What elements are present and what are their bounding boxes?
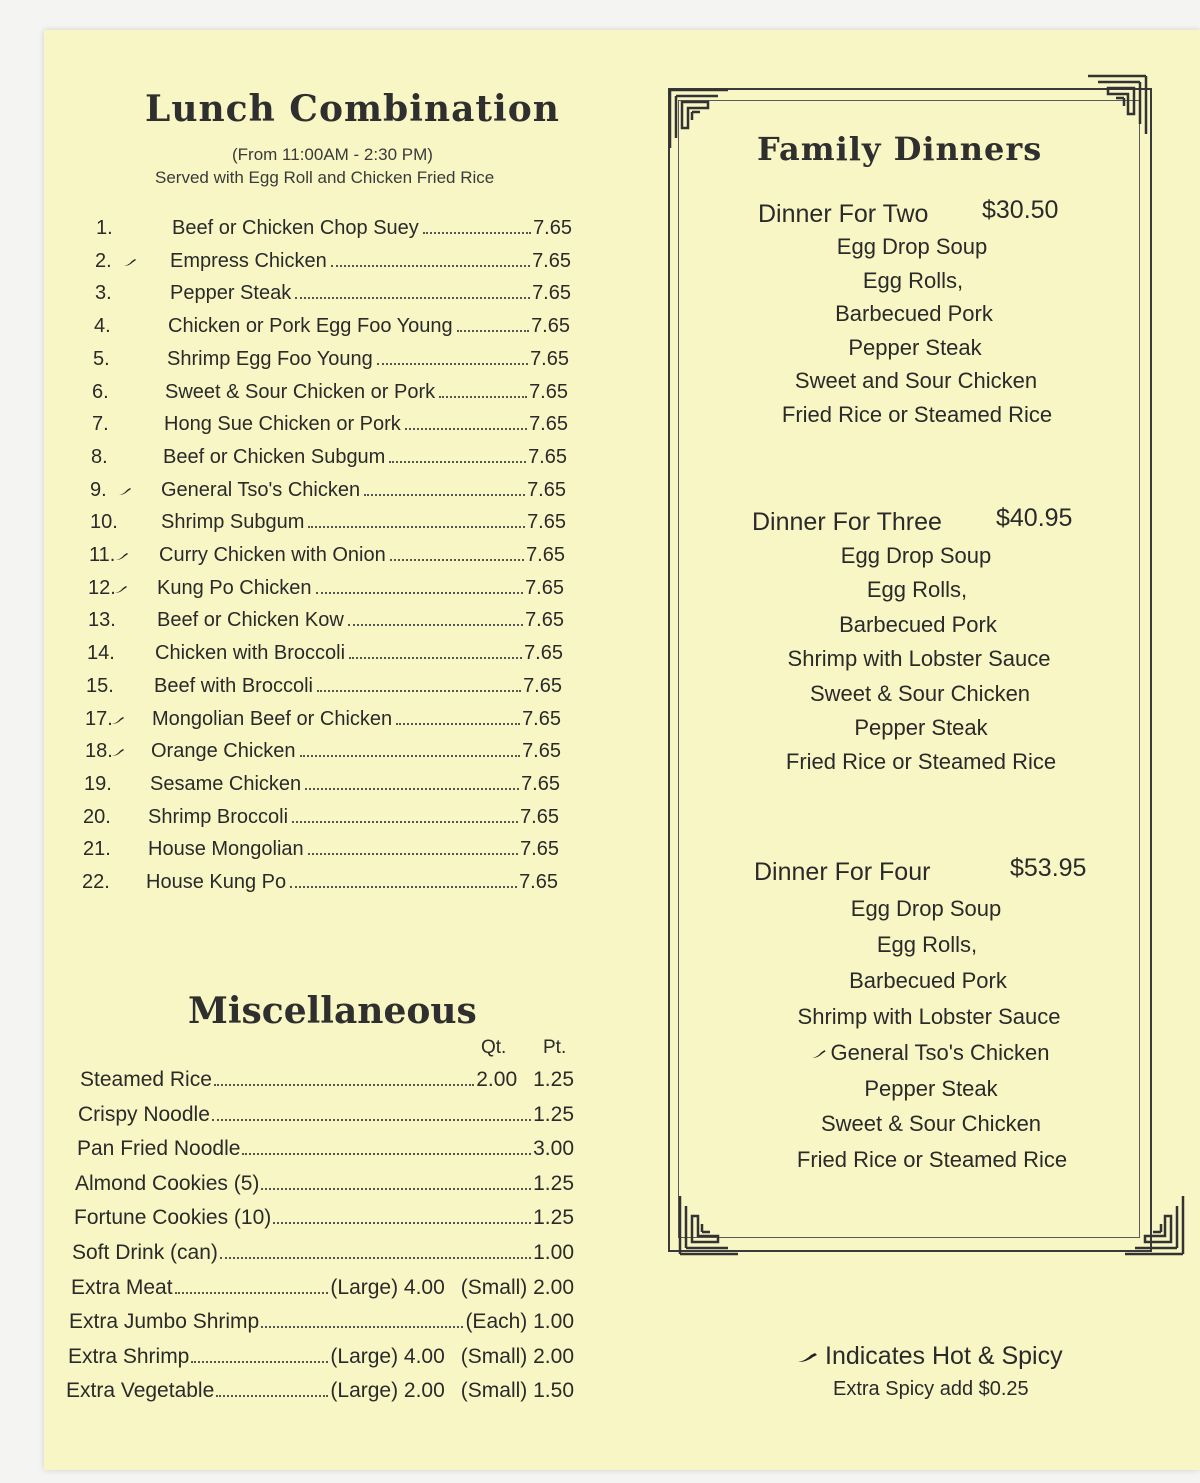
lunch-item-price: 7.65 bbox=[525, 609, 564, 632]
dinner-item-name: Fried Rice or Steamed Rice bbox=[796, 1147, 1068, 1173]
dinner-item-name: Shrimp with Lobster Sauce bbox=[797, 1003, 1061, 1029]
dot-leader bbox=[439, 396, 527, 398]
dot-leader bbox=[300, 755, 521, 757]
lunch-item bbox=[93, 348, 573, 374]
lunch-item-price: 7.65 bbox=[524, 642, 563, 665]
lunch-item-name: Curry Chicken with Onion bbox=[159, 544, 386, 566]
misc-item-name: Extra Vegetable bbox=[66, 1379, 215, 1403]
lunch-item-number: 19. bbox=[84, 772, 112, 795]
lunch-item bbox=[88, 577, 568, 603]
misc-item-value-1: (Large) 4.00 bbox=[330, 1275, 445, 1299]
dot-leader bbox=[290, 886, 517, 888]
dinner-item-name: Pepper Steak bbox=[854, 715, 988, 740]
dinner-item bbox=[741, 1076, 1121, 1102]
chili-pepper-icon bbox=[118, 487, 132, 496]
dinner-item-name: Pepper Steak bbox=[864, 1075, 998, 1101]
lunch-item-name: Beef or Chicken Kow bbox=[157, 609, 344, 632]
lunch-item-price: 7.65 bbox=[531, 315, 570, 338]
lunch-item-number: 9. bbox=[90, 478, 107, 501]
dot-leader bbox=[396, 723, 520, 725]
lunch-item-number: 13. bbox=[88, 609, 116, 632]
dot-leader bbox=[214, 1084, 474, 1086]
dinner-item bbox=[725, 335, 1105, 361]
lunch-item-number: 17. bbox=[85, 707, 113, 730]
family-title: Family Dinners bbox=[757, 130, 1043, 168]
lunch-item bbox=[85, 740, 565, 766]
dinner-item-name: Barbecued Pork bbox=[839, 611, 997, 637]
misc-item-name: Pan Fried Noodle bbox=[77, 1137, 241, 1161]
lunch-item-name: Orange Chicken bbox=[151, 740, 296, 763]
lunch-item-number: 12. bbox=[88, 576, 116, 599]
dinner-item-name: Barbecued Pork bbox=[835, 301, 993, 326]
chili-pepper-icon bbox=[810, 1049, 828, 1059]
dinner-item bbox=[731, 715, 1111, 741]
lunch-item-name: Shrimp Broccoli bbox=[148, 805, 289, 828]
lunch-item bbox=[89, 544, 569, 570]
dinner-name: Dinner For Two bbox=[758, 200, 929, 228]
misc-item-value-2: (Each) 1.00 bbox=[465, 1310, 574, 1334]
dot-leader bbox=[273, 1222, 531, 1224]
dot-leader bbox=[261, 1188, 531, 1190]
misc-item-value-2: 1.00 bbox=[533, 1241, 574, 1264]
lunch-item-name: Chicken with Broccoli bbox=[155, 642, 346, 665]
lunch-item-price: 7.65 bbox=[523, 674, 562, 697]
misc-item-name: Steamed Rice bbox=[80, 1068, 212, 1091]
lunch-item-price: 7.65 bbox=[522, 707, 561, 730]
lunch-item-name: Beef or Chicken Chop Suey bbox=[172, 217, 419, 239]
lunch-item-number: 7. bbox=[92, 413, 109, 436]
dot-leader bbox=[242, 1153, 531, 1155]
dinner-item-name: Sweet & Sour Chicken bbox=[820, 1111, 1042, 1137]
dinner-item bbox=[729, 646, 1109, 672]
lunch-item-name: General Tso's Chicken bbox=[161, 478, 361, 501]
dinner-item-name: Shrimp with Lobster Sauce bbox=[787, 646, 1051, 672]
dot-leader bbox=[212, 1119, 531, 1121]
dinner-item bbox=[726, 543, 1106, 569]
extra-spicy-note: Extra Spicy add $0.25 bbox=[833, 1378, 1029, 1400]
misc-item-name: Crispy Noodle bbox=[78, 1102, 210, 1126]
dot-leader bbox=[191, 1361, 328, 1363]
dinner-item-name: Egg Drop Soup bbox=[840, 543, 992, 568]
dot-leader bbox=[261, 1326, 463, 1328]
lunch-item-number: 8. bbox=[91, 445, 108, 468]
lunch-item bbox=[90, 511, 570, 537]
dot-leader bbox=[405, 428, 527, 430]
misc-item-value-1: 2.00 bbox=[476, 1068, 518, 1091]
lunch-item-number: 2. bbox=[95, 249, 112, 272]
lunch-item-number: 10. bbox=[90, 511, 118, 534]
dinner-item bbox=[728, 612, 1108, 638]
misc-item bbox=[71, 1276, 574, 1302]
lunch-item-name: Beef or Chicken Subgum bbox=[163, 445, 386, 468]
lunch-item-number: 15. bbox=[86, 674, 114, 697]
lunch-item-name: Shrimp Egg Foo Young bbox=[167, 347, 373, 370]
misc-item bbox=[74, 1206, 574, 1232]
dot-leader bbox=[348, 624, 523, 626]
misc-item-name: Almond Cookies (5) bbox=[75, 1171, 260, 1195]
lunch-item-name: Sweet & Sour Chicken or Pork bbox=[165, 380, 436, 403]
dot-leader bbox=[423, 232, 531, 234]
lunch-item bbox=[85, 708, 565, 734]
dot-leader bbox=[457, 330, 529, 332]
lunch-item-number: 6. bbox=[92, 380, 109, 403]
misc-col-pt: Pt. bbox=[543, 1037, 567, 1058]
dot-leader bbox=[349, 657, 522, 659]
dinner-item bbox=[742, 1147, 1122, 1173]
hot-spicy-text: Indicates Hot & Spicy bbox=[825, 1342, 1063, 1370]
lunch-item-name: Beef with Broccoli bbox=[154, 674, 313, 697]
decorative-corner-icon bbox=[668, 88, 738, 158]
misc-item-name: Fortune Cookies (10) bbox=[74, 1206, 272, 1230]
lunch-item-name: Kung Po Chicken bbox=[157, 576, 312, 599]
lunch-item bbox=[84, 773, 564, 799]
dinner-item-name: Egg Rolls, bbox=[876, 931, 978, 957]
dinner-item bbox=[739, 1004, 1119, 1030]
lunch-item-number: 1. bbox=[96, 217, 113, 239]
lunch-served-with: Served with Egg Roll and Chicken Fried Rice bbox=[155, 168, 495, 187]
misc-item-value-2: (Small) 2.00 bbox=[460, 1344, 574, 1368]
dinner-item-name: Fried Rice or Steamed Rice bbox=[781, 401, 1053, 427]
dinner-item-name: Fried Rice or Steamed Rice bbox=[785, 749, 1057, 775]
misc-item bbox=[78, 1103, 574, 1129]
lunch-item-price: 7.65 bbox=[527, 511, 566, 534]
lunch-item-price: 7.65 bbox=[529, 380, 568, 403]
lunch-item-number: 22. bbox=[82, 871, 110, 893]
lunch-item-number: 20. bbox=[83, 805, 111, 828]
dot-leader bbox=[220, 1257, 531, 1259]
lunch-item-price: 7.65 bbox=[525, 576, 564, 599]
lunch-item bbox=[95, 250, 575, 276]
lunch-item-number: 21. bbox=[83, 838, 111, 861]
lunch-item-number: 14. bbox=[87, 642, 115, 665]
decorative-corner-icon bbox=[1115, 1186, 1185, 1256]
misc-item-value-2: (Small) 2.00 bbox=[460, 1275, 574, 1299]
decorative-corner-icon bbox=[1078, 74, 1148, 144]
misc-item-name: Extra Shrimp bbox=[68, 1344, 190, 1368]
dinner-item bbox=[723, 268, 1103, 294]
chili-pepper-icon bbox=[797, 1351, 819, 1363]
dinner-item bbox=[726, 368, 1106, 394]
lunch-item-price: 7.65 bbox=[526, 544, 565, 566]
misc-col-qt: Qt. bbox=[481, 1037, 507, 1058]
dinner-item-name: Egg Rolls, bbox=[862, 267, 964, 293]
dinner-item bbox=[736, 896, 1116, 922]
lunch-item bbox=[88, 609, 568, 635]
misc-item bbox=[66, 1379, 574, 1405]
chili-pepper-icon bbox=[111, 748, 125, 757]
misc-item-value-2: 1.25 bbox=[533, 1171, 574, 1195]
lunch-item-price: 7.65 bbox=[519, 871, 558, 893]
dinner-price: $53.95 bbox=[1010, 854, 1087, 882]
dinner-item bbox=[737, 932, 1117, 958]
lunch-item bbox=[95, 282, 575, 308]
lunch-item-number: 3. bbox=[95, 282, 112, 305]
lunch-item-name: Pepper Steak bbox=[170, 282, 292, 305]
dinner-item-name: Barbecued Pork bbox=[849, 967, 1007, 993]
dinner-item-name: Egg Drop Soup bbox=[836, 234, 988, 259]
lunch-item-price: 7.65 bbox=[521, 772, 560, 795]
dot-leader bbox=[377, 363, 528, 365]
lunch-item bbox=[83, 806, 563, 832]
lunch-item bbox=[82, 871, 562, 897]
lunch-item-name: Empress Chicken bbox=[170, 249, 327, 272]
dot-leader bbox=[364, 494, 525, 496]
lunch-item bbox=[92, 413, 572, 439]
dot-leader bbox=[316, 592, 524, 594]
lunch-item bbox=[91, 446, 571, 472]
dot-leader bbox=[317, 690, 521, 692]
dot-leader bbox=[292, 821, 518, 823]
dinner-item bbox=[727, 577, 1107, 603]
dinner-item-name: Sweet and Sour Chicken bbox=[794, 368, 1038, 393]
dinner-item-name: Egg Drop Soup bbox=[850, 896, 1002, 921]
misc-title: Miscellaneous bbox=[188, 990, 477, 1032]
lunch-item-name: House Mongolian bbox=[148, 838, 304, 861]
misc-item-value-2: 1.25 bbox=[533, 1068, 574, 1091]
dinner-item bbox=[722, 234, 1102, 260]
hot-spicy-legend bbox=[797, 1342, 1063, 1371]
lunch-item bbox=[86, 675, 566, 701]
dot-leader bbox=[216, 1395, 328, 1397]
lunch-item bbox=[96, 217, 576, 243]
decorative-corner-icon bbox=[678, 1186, 748, 1256]
misc-item bbox=[68, 1345, 574, 1371]
lunch-item-price: 7.65 bbox=[533, 217, 572, 239]
dinner-item-name: Sweet & Sour Chicken bbox=[809, 680, 1031, 706]
misc-item bbox=[80, 1068, 574, 1094]
lunch-item-number: 4. bbox=[94, 315, 111, 338]
lunch-item-name: Chicken or Pork Egg Foo Young bbox=[168, 315, 453, 338]
dinner-item bbox=[730, 681, 1110, 707]
dinner-item bbox=[731, 749, 1111, 775]
lunch-item-price: 7.65 bbox=[520, 805, 559, 828]
misc-item bbox=[75, 1172, 574, 1198]
lunch-item bbox=[94, 315, 574, 341]
lunch-item-price: 7.65 bbox=[532, 282, 571, 305]
lunch-item-price: 7.65 bbox=[528, 445, 567, 468]
lunch-item-number: 11. bbox=[89, 544, 116, 566]
lunch-item-price: 7.65 bbox=[520, 838, 559, 861]
misc-item-value-2: 1.25 bbox=[533, 1206, 574, 1230]
dinner-item bbox=[727, 402, 1107, 428]
lunch-item-price: 7.65 bbox=[532, 249, 571, 272]
misc-item bbox=[72, 1241, 574, 1267]
lunch-item-name: House Kung Po bbox=[146, 871, 287, 893]
misc-item bbox=[77, 1137, 574, 1163]
misc-item-name: Extra Jumbo Shrimp bbox=[69, 1310, 260, 1334]
dot-leader bbox=[175, 1292, 329, 1294]
dinner-name: Dinner For Three bbox=[752, 508, 942, 536]
lunch-item-name: Sesame Chicken bbox=[150, 772, 302, 795]
dot-leader bbox=[390, 559, 524, 561]
lunch-item bbox=[92, 381, 572, 407]
misc-item bbox=[69, 1310, 574, 1336]
dinner-item-name: Pepper Steak bbox=[848, 334, 982, 360]
dinner-item bbox=[741, 1111, 1121, 1137]
misc-item-value-2: (Small) 1.50 bbox=[460, 1379, 574, 1403]
dinner-price: $40.95 bbox=[996, 504, 1073, 532]
dinner-item bbox=[724, 301, 1104, 327]
chili-pepper-icon bbox=[111, 716, 125, 725]
misc-item-value-2: 1.25 bbox=[533, 1102, 574, 1126]
misc-item-name: Extra Meat bbox=[71, 1275, 173, 1299]
lunch-item-price: 7.65 bbox=[530, 347, 569, 370]
misc-item-value-1: (Large) 4.00 bbox=[330, 1344, 445, 1368]
dot-leader bbox=[308, 526, 525, 528]
lunch-item-number: 5. bbox=[93, 347, 110, 370]
dot-leader bbox=[295, 297, 530, 299]
dot-leader bbox=[305, 788, 519, 790]
lunch-item-name: Hong Sue Chicken or Pork bbox=[164, 413, 401, 436]
dot-leader bbox=[331, 265, 530, 267]
dinner-item bbox=[740, 1040, 1120, 1066]
chili-pepper-icon bbox=[123, 258, 137, 267]
lunch-hours: (From 11:00AM - 2:30 PM) bbox=[232, 145, 433, 164]
chili-pepper-icon bbox=[115, 552, 129, 561]
chili-pepper-icon bbox=[114, 585, 128, 594]
lunch-item-number: 18. bbox=[85, 740, 113, 763]
lunch-item-price: 7.65 bbox=[522, 740, 561, 763]
lunch-item-price: 7.65 bbox=[529, 413, 568, 436]
lunch-item bbox=[90, 479, 570, 505]
dinner-price: $30.50 bbox=[982, 196, 1059, 224]
dinner-item-name: General Tso's Chicken bbox=[830, 1039, 1050, 1065]
dot-leader bbox=[308, 853, 518, 855]
lunch-item-name: Mongolian Beef or Chicken bbox=[152, 707, 393, 730]
dinner-item bbox=[738, 968, 1118, 994]
lunch-item-name: Shrimp Subgum bbox=[161, 511, 305, 534]
lunch-item-price: 7.65 bbox=[527, 478, 566, 501]
dot-leader bbox=[389, 461, 526, 463]
dinner-item-name: Egg Rolls, bbox=[866, 577, 968, 603]
dinner-name: Dinner For Four bbox=[754, 858, 931, 886]
misc-item-name: Soft Drink (can) bbox=[72, 1241, 218, 1264]
lunch-title: Lunch Combination bbox=[145, 88, 560, 130]
lunch-item bbox=[83, 838, 563, 864]
misc-item-value-1: (Large) 2.00 bbox=[330, 1379, 445, 1403]
lunch-item bbox=[87, 642, 567, 668]
misc-item-value-2: 3.00 bbox=[533, 1137, 574, 1161]
